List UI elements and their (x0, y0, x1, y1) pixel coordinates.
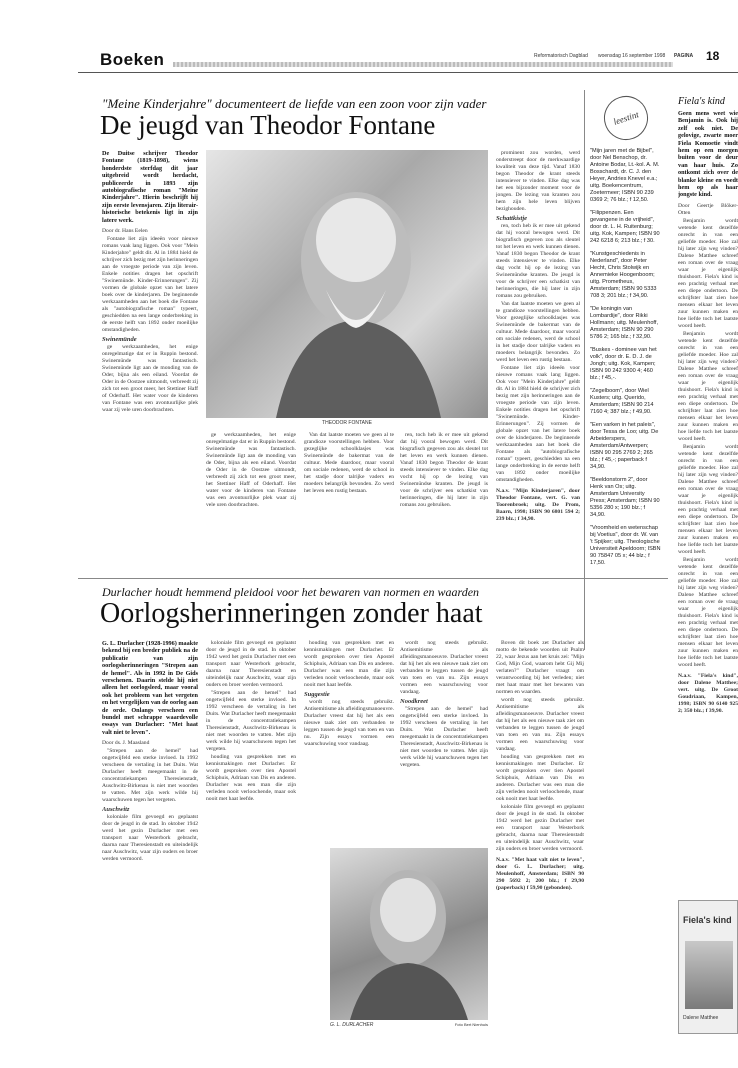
article2-note: N.a.v. "Met haat valt niet te leven", door G. L. Durlacher; uitg. Meulenhoff, Amsterdam; ISBN 90 290 5692 2; 200 blz.; f 29,90 (paperback) f 59,90 (gebonden). (496, 857, 584, 891)
article-divider (78, 578, 668, 579)
article3-body-2: Benjamin wordt wetende kent dezelfde onrecht in van een geliefde moeder. Hoe zal hij later zijn weg vinden? Dalene Matthee schreef een roman over de vraag waar je eigenlijk thuishoort. Fiela's kind is een prachtig verhaal met een diepe ondertoon. De schrijfster laat zien hoe mensen elkaar het leven zuur kunnen maken en hoe liefde toch het laatste woord heeft. (678, 330, 738, 442)
article1-body-1: Fontane liet zijn ideeën voor nieuwe romans vaak lang liggen. Ook voor "Mein Kinderjahre" geldt dit. Al in 1884 hield de schrijver zich bezig met zijn herinneringen aan de vroegste periode van zijn leven. Enkele notities dragen het opschrift "Swinemünde. Kinder-Erinnerungen". Zij vormen de globale opzet van het latere boek over de kinderjaren. De beginnende werkzaamheden aan het boek die Fontane als "autobiografische roman" typeert, geschiedden na een lange onderbreking in de eerste helft van 1892 onder moeilijke omstandigheden. (102, 236, 198, 334)
article3-body-4: Benjamin wordt wetende kent dezelfde onrecht in van een geliefde moeder. Hoe zal hij later zijn weg vinden? Dalene Matthee schreef een roman over de vraag waar je eigenlijk thuishoort. Fiela's kind is een prachtig verhaal met een diepe ondertoon. De schrijfster laat zien hoe mensen elkaar het leven zuur kunnen maken en hoe liefde toch het laatste woord heeft. (678, 556, 738, 668)
article3-body: Benjamin wordt wetende kent dezelfde onrecht in van een geliefde moeder. Hoe zal hij later zijn weg vinden? Dalene Matthee schreef een roman over de vraag waar je eigenlijk thuishoort. Fiela's kind is een prachtig verhaal met een diepe ondertoon. De schrijfster laat zien hoe mensen elkaar het leven zuur kunnen maken en hoe liefde toch het laatste woord heeft. (678, 217, 738, 329)
masthead (78, 48, 738, 72)
paper-name: Reformatorisch Dagblad (534, 53, 588, 59)
article2-body-5: Boven dit boek zet Durlacher als motto de bekende woorden uit Psalm 22, waar Jezus aan het kruis zei: "Mijn God, Mijn God, waarom hebt Gij Mij verlaten?" Durlacher vraagt om verantwoording bij het verleden; niet met haat maar met het bewaren van normen en waarden. (496, 640, 584, 695)
sidebar-book-entry: "Filippenzen. Een gevangene in de vrijheid", door dr. L. H. Ruitenburg; uitg. Kok, Kampen; ISBN 90 242 6218 6; 213 blz.; f 30. (590, 210, 660, 244)
article2-col4 (400, 640, 488, 840)
sidebar-divider (584, 90, 585, 650)
article1-body-5: prominent zou worden, werd onderstreept door de merkwaardige kwaliteit van deze tijd. Vanaf 1830 begon Theodor de krant steeds intensiever te vinden. Elke dag was het een bijzonder moment voor de jongen. De lezing van kranten zou hem zijn hele leven blijven bezighouden. (496, 150, 580, 212)
article1-headline: De jeugd van Theodor Fontane (100, 110, 436, 140)
article1-byline: Door dr. Hans Eelen (102, 228, 148, 235)
article2-col2 (206, 640, 296, 1050)
fiela-book-cover (678, 900, 738, 1034)
leestint-badge (598, 90, 653, 145)
article2-body-3b: wordt nog steeds gebruikt. Antisemitisme als afleidingsmanoeuvre. Durlacher vreest dat hij het als een nieuwe taak ziet om verbanden te leggen tussen de jeugd van toen en van nu. Zijn essays vormen een waarschuwing voor vandaag. (304, 699, 394, 747)
article3-note: N.a.v. "Fiela's kind", door Dalene Matthee; vert. uitg. De Groot Goudriaan, Kampen, 1998; ISBN 90 6140 925 2; 350 blz.; f 39,90. (678, 672, 738, 714)
article2-subhead-3: Suggestie (304, 691, 330, 698)
durlacher-photo-caption: G. L. DURLACHER (330, 1022, 374, 1028)
article2-body-2: koloniale film gevoegd en geplaatst door de jeugd in de stad. In oktober 1942 werd het gezin Durlacher met een transport naar Westerbork gebracht, daarna naar Theresienstadt en uiteindelijk naar Auschwitz, waar zijn ouders en broer werden vermoord. (206, 640, 296, 688)
page-label: PAGINA (674, 53, 694, 59)
article3-body-3: Benjamin wordt wetende kent dezelfde onrecht in van een geliefde moeder. Hoe zal hij later zijn weg vinden? Dalene Matthee schreef een roman over de vraag waar je eigenlijk thuishoort. Fiela's kind is een prachtig verhaal met een diepe ondertoon. De schrijfster laat zien hoe mensen elkaar het leven zuur kunnen maken en hoe liefde toch het laatste woord heeft. (678, 443, 738, 555)
article2-intro: G. L. Durlacher (1928-1996) maakte bekend bij een breder publiek na de publicatie van zijn oorlogsherinneringen "Strepen aan de hemel". Als in 1992 in De Gids verschenen. Daarin stelde hij niet alleen het oorlogsleed, maar vooral ook het probleem van het vergeten en het vergelijken van de oorlog aan de orde. Onlangs verscheen een bundel met schrappe waardevolle essays van Durlacher: "Met haat valt niet te leven". (102, 640, 198, 736)
article1-col5 (496, 150, 580, 560)
article3-text (678, 110, 738, 890)
article2-body-5d: koloniale film gevoegd en geplaatst door de jeugd in de stad. In oktober 1942 werd het gezin Durlacher met een transport naar Westerbork gebracht, daarna naar Theresienstadt en uiteindelijk naar Auschwitz, waar zijn ouders en broer werden vermoord. (496, 804, 584, 852)
issue-date: woensdag 16 september 1998 (598, 53, 666, 59)
article3-byline: Door Geertje Blöker-Otten (678, 202, 738, 216)
article2-subhead-1: Auschwitz (102, 806, 130, 814)
article1-body-2: ge werkzaamheden, het enige onregelmatige dat er in Ruppin bestond. Swinemünde was fantastisch. Swinemünde ligt aan de monding van de Oder, bijna als een eiland. Voordat de Oder in de Oostzee uitmondt, verbreedt zij zich tot een groot meer, het Stettiner Haff of Oderhaff. Het water voor de kinderen van Fontane was een avontuurlijke plek waar zij vele uren doorbrachten. (206, 432, 296, 508)
book-cover-art (685, 941, 733, 1009)
book-cover-author: Dalene Matthee (683, 1015, 719, 1021)
sidebar-book-entry: "Een varken in het paleis", door Tessa de Loo; uitg. De Arbeiderspers, Amsterdam/Antwerpen; ISBN 90 295 2769 2; 265 blz.; f 45,-; paperback f 34,90. (590, 422, 659, 470)
article1-col3 (304, 432, 394, 560)
article1-col4 (400, 432, 488, 560)
sidebar-book-entry: "Kunstgeschiedenis in Nederland", door Peter Hecht, Chris Stolwijk en Annemieke Hoogenboom; uitg. Prometheus, Amsterdam; ISBN 90 5333 708 3; 201 blz.; f 34,90. (590, 251, 657, 299)
durlacher-photo (330, 848, 488, 1020)
article1-col1 (102, 150, 198, 560)
article2-body-1: "Strepen aan de hemel" had ongetwijfeld een sterke invloed. In 1992 verscheen de vertaling in het Duits. Wat Durlacher heeft meegemaakt in de concentratiekampen Theresienstadt, Auschwitz-Birkenau is niet met woorden te vatten. Met zijn werk wilde hij waarschuwen tegen het vergeten. (102, 748, 198, 804)
sidebar-list (590, 148, 662, 648)
portrait-illustration (206, 150, 488, 418)
durlacher-portrait-illustration (330, 848, 488, 1020)
article2-body-4: wordt nog steeds gebruikt. Antisemitisme als afleidingsmanoeuvre. Durlacher vreest dat hij het als een nieuwe taak ziet om verbanden te leggen tussen de jeugd van toen en van nu. Zijn essays vormen een waarschuwing voor vandaag. (400, 640, 488, 695)
book-cover-title: Fiela's kind (683, 915, 732, 925)
article1-body-3: Van dat laatste moeten we geen al te grandioze voorstellingen hebben. Voor gezeglijke schoolklasjes was Swinemünde de bakermat van de cultuur. Mede daardoor, maar vooral om sociale redenen, werd de school in het stadje door talrijke vaders en moeders belangrijk bevonden. Zo werd het leven een rustig bestaan. (304, 432, 394, 494)
article2-kicker: Durlacher houdt hemmend pleidooi voor het bewaren van normen en waarden (102, 585, 480, 599)
article2-headline: Oorlogsherinneringen zonder haat (100, 598, 483, 629)
article2-body-5b: wordt nog steeds gebruikt. Antisemitisme als afleidingsmanoeuvre. Durlacher vreest dat hij het als een nieuwe taak ziet om verbanden te leggen tussen de jeugd van toen en van nu. Zijn essays vormen een waarschuwing voor vandaag. (496, 697, 584, 752)
fontane-photo-caption: THEODOR FONTANE (322, 420, 372, 426)
sidebar-book-entry: "Mijn jaren met de Bijbel", door Nel Benschop, dr. Antoine Bodar, Lt.-kol. A. M. Bosschardt, dr. C. J. den Heyer, Andries Knevel e.a.; uitg. Boekencentrum, Zoetermeer; ISBN 90 239 0369 2; 76 blz.; f 12,50. (590, 148, 660, 203)
article1-body-5d: Fontane liet zijn ideeën voor nieuwe romans vaak lang liggen. Ook voor "Mein Kinderjahre" geldt dit. Al in 1884 hield de schrijver zich bezig met zijn herinneringen aan de vroegste periode van zijn leven. Enkele notities dragen het opschrift "Swinemünde. Kinder-Erinnerungen". Zij vormen de globale opzet van het latere boek over de kinderjaren. De beginnende werkzaamheden aan het boek die Fontane als "autobiografische roman" typeert, geschiedden na een lange onderbreking in de eerste helft van 1892 onder moeilijke omstandigheden. (496, 365, 580, 483)
durlacher-photo-credit: Foto Bert Nienhuis (454, 1022, 488, 1027)
article1-note: N.a.v. "Mijn Kinderjaren", door Theodor Fontane, vert. G. van Toorenbroek; uitg. De Prom, Baarn, 1998; ISBN 90 6801 594 2; 239 blz.; f 34,90. (496, 488, 580, 522)
article2-byline: Door ds. J. Maasland (102, 740, 150, 747)
masthead-rule (78, 72, 738, 73)
fontane-photo (206, 150, 488, 418)
article1-body-5c: Van dat laatste moeten we geen al te grandioze voorstellingen hebben. Voor gezeglijke schoolklasjes was Swinemünde de bakermat van de cultuur. Mede daardoor, maar vooral om sociale redenen, werd de school in het stadje door talrijke vaders en moeders belangrijk bevonden. Zo werd het leven een rustig bestaan. (496, 301, 580, 363)
article2-body-2b: "Strepen aan de hemel" had ongetwijfeld een sterke invloed. In 1992 verscheen de vertaling in het Duits. Wat Durlacher heeft meegemaakt in de concentratiekampen Theresienstadt, Auschwitz-Birkenau is niet met woorden te vatten. Met zijn werk wilde hij waarschuwen tegen het vergeten. (206, 690, 296, 752)
article1-subhead-2: Schattkistje (496, 215, 528, 222)
article1-body-4: ren, toch heb ik er mee uit gekend dat hij vooral bewogen werd. Dit biografisch gegeven zou als sleutel tot het leven en werk kunnen dienen. Vanaf 1830 begon Theodor de krant steeds intensiever te vinden. Elke dag vocht hij op de lezing van Swinemündse kranten. De jeugd is voor de schrijver een schatkist van herinneringen, die hij later in zijn romans zou gebruiken. (400, 432, 488, 508)
page-number: 18 (706, 49, 720, 63)
article2-col5 (496, 640, 584, 1050)
article2-subhead-2: Noodkreet (400, 698, 428, 705)
article1-kicker: "Meine Kinderjahre" documenteert de liefde van een zoon voor zijn vader (102, 96, 487, 111)
article2-body-1b: koloniale film gevoegd en geplaatst door de jeugd in de stad. In oktober 1942 werd het gezin Durlacher met een transport naar Westerbork gebracht, daarna naar Theresienstadt en uiteindelijk naar Auschwitz, waar zijn ouders en broer werden vermoord. (102, 814, 198, 863)
article2-body-5c: houding van gesprekken met en kennismakingen met Durlacher. Er wordt gesproken over tien Apostel Schiphuis, Adriaan van Dis en anderen. Durlacher was een man die zijn verleden nooit verloochende, maar ook nooit met haat leefde. (496, 754, 584, 802)
header-bar (173, 62, 673, 67)
sidebar-book-entry: "Vroomheid en wetenschap bij Voetius", door dr. W. van 't Spijker; uitg. Theologische Universiteit Apeldoorn; ISBN 90 75847 05 x; 44 blz.; f 17,50. (590, 525, 661, 566)
article1-col2 (206, 432, 296, 560)
article2-body-4b: "Strepen aan de hemel" had ongetwijfeld een sterke invloed. In 1992 verscheen de vertaling in het Duits. Wat Durlacher heeft meegemaakt in de concentratiekampen Theresienstadt, Auschwitz-Birkenau is niet met woorden te vatten. Met zijn werk wilde hij waarschuwen tegen het vergeten. (400, 706, 488, 768)
article3-intro: Geen mens weet wie Benjamin is. Ook hij zelf ook niet. De gelovige, zwarte moer Fiela Komoetie vindt hem op een morgen buiten voor de deur van haar huis. Zo ontkomt zich over de blanke kleine en voedt hem op als haar jongste kind. (678, 110, 738, 199)
sidebar-book-entry: "Buskes - dominee van het volk", door dr. E. D. J. de Jongh; uitg. Kok, Kampen; ISBN 90 242 9300 4; 460 blz.; f 45,-. (590, 347, 657, 381)
article2-body-3: houding van gesprekken met en kennismakingen met Durlacher. Er wordt gesproken over tien Apostel Schiphuis, Adriaan van Dis en anderen. Durlacher was een man die zijn verleden nooit verloochende, maar ook nooit met haat leefde. (304, 640, 394, 688)
sidebar-book-entry: "De koningin van Lombardije", door Rikki Hollmann; uitg. Meulenhoff, Amsterdam; ISBN 90 290 5786 2; 165 blz.; f 32,90. (590, 306, 658, 340)
article1-body-1b: ge werkzaamheden, het enige onregelmatige dat er in Ruppin bestond. Swinemünde was fantastisch. Swinemünde ligt aan de monding van de Oder, bijna als een eiland. Voordat de Oder in de Oostzee uitmondt, verbreedt zij zich tot een groot meer, het Stettiner Haff of Oderhaff. Het water voor de kinderen van Fontane was een avontuurlijke plek waar zij vele uren doorbrachten. (102, 344, 198, 414)
article3-headline: Fiela's kind (678, 96, 725, 107)
article2-body-2c: houding van gesprekken met en kennismakingen met Durlacher. Er wordt gesproken over tien Apostel Schiphuis, Adriaan van Dis en anderen. Durlacher was een man die zijn verleden nooit verloochende, maar ook nooit met haat leefde. (206, 754, 296, 802)
article1-intro: De Duitse schrijver Theodor Fontane (1819-1898), wiens honderdste sterfdag dit jaar uitgebreid wordt herdacht, publiceerde in 1893 zijn autobiografische roman "Meine Kinderjahre". Hierin beschrijft hij zijn eerste levensjaren. Zijn literair-historische betekenis ligt in zijn latere werk. (102, 150, 198, 224)
sidebar-book-entry: "Zegelboom", door Wiel Kusters; uitg. Querido, Amsterdam; ISBN 90 214 7160 4; 387 blz.; f 49,90. (590, 388, 654, 415)
article1-body-5b: ren, toch heb ik er mee uit gekend dat hij vooral bewogen werd. Dit biografisch gegeven zou als sleutel tot het leven en werk kunnen dienen. Vanaf 1830 begon Theodor de krant steeds intensiever te vinden. Elke dag vocht hij op de lezing van Swinemündse kranten. De jeugd is voor de schrijver een schatkist van herinneringen, die hij later in zijn romans zou gebruiken. (496, 223, 580, 299)
sidebar-book-entry: "Beeldonstorm 2", door Henk van Os; uitg. Amsterdam University Press; Amsterdam; ISBN 90 5356 280 x; 190 blz.; f 34,90. (590, 477, 660, 518)
article2-col1 (102, 640, 198, 1050)
article1-subhead-1: Swinemünde (102, 336, 137, 344)
section-title: Boeken (100, 50, 165, 69)
leestint-badge-text: leestint (612, 109, 640, 127)
